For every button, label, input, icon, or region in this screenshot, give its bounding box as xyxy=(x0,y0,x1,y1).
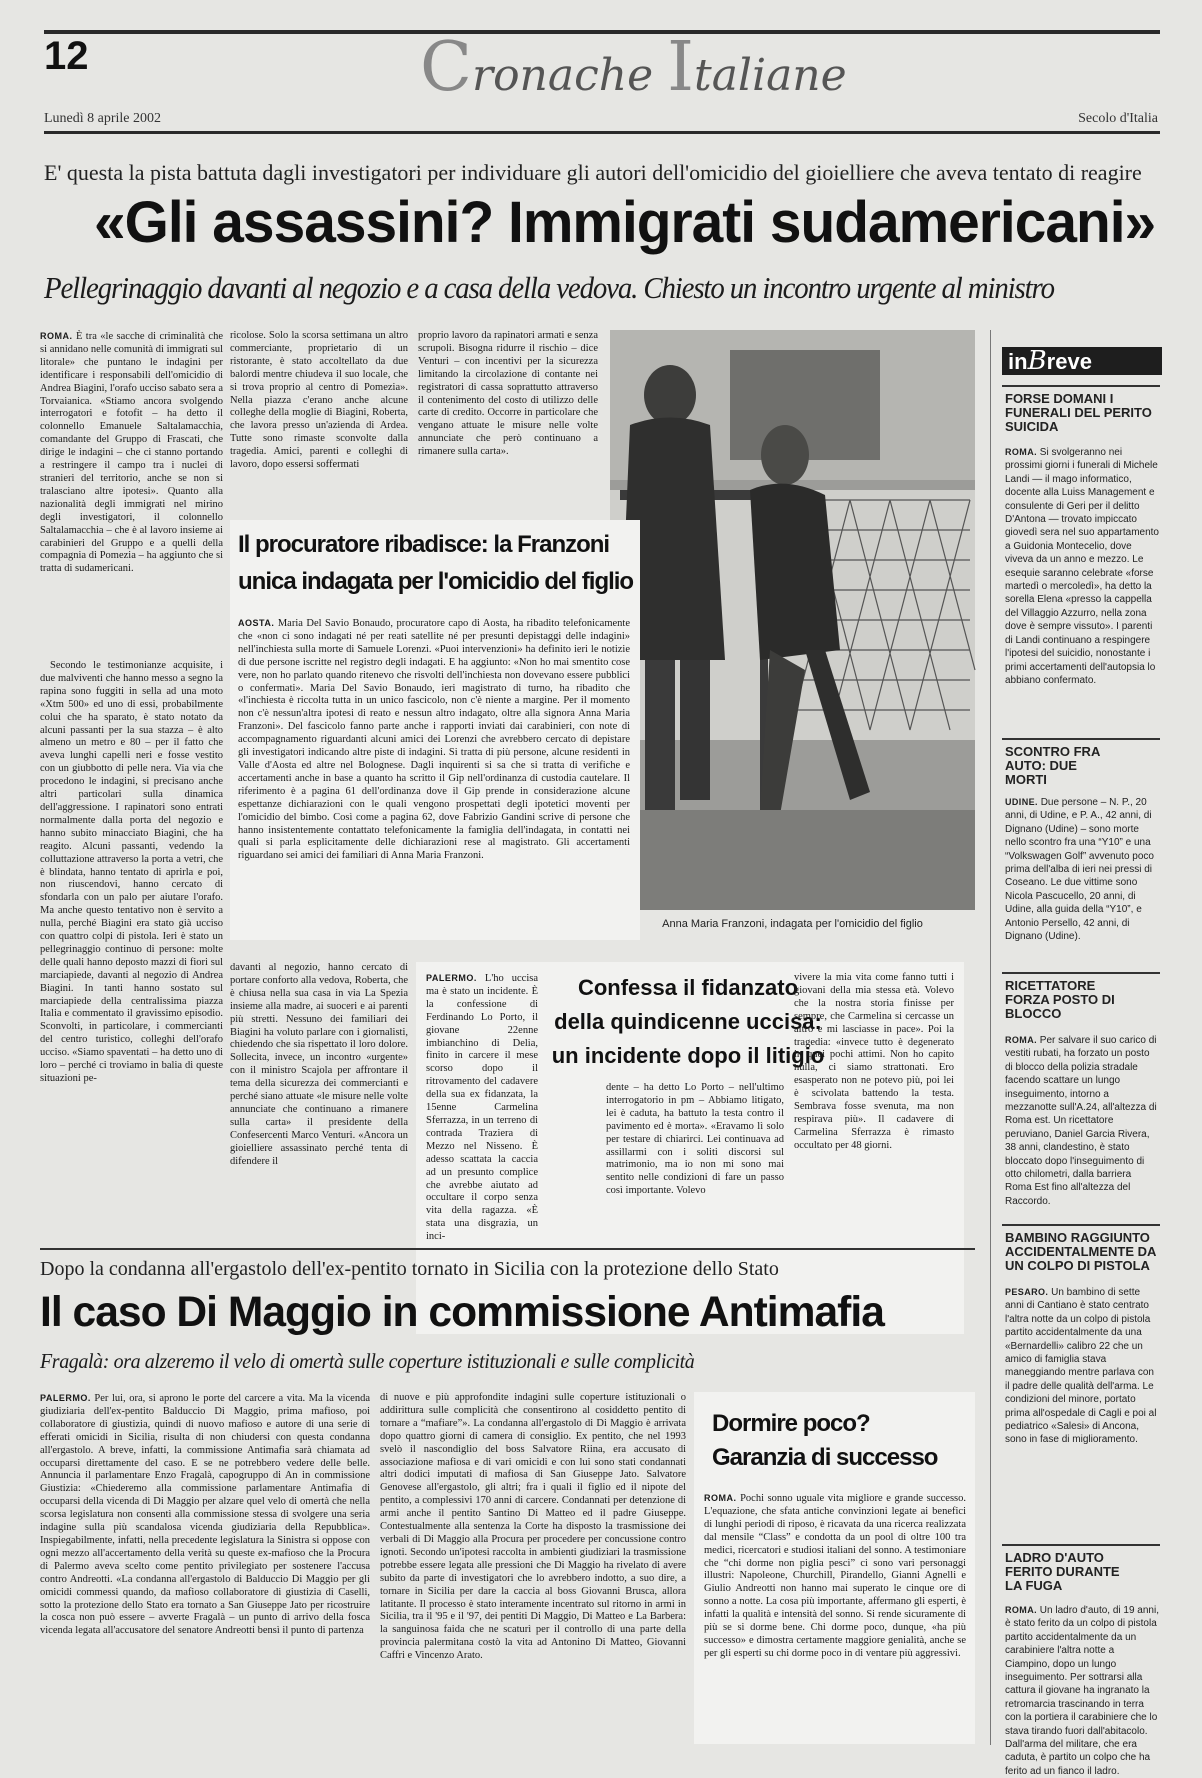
sidebar-brand xyxy=(1002,347,1162,375)
franzoni-headline-1: Il procuratore ribadisce: la Franzoni xyxy=(238,531,610,558)
sidebar-item-text-2: Per salvare il suo carico di vestiti rubati, ha forzato un posto di blocco della polizia stradale facendo scattare un lungo inseguimento, intorno a mezzanotte sull'A.24, all'altezza di Roma est. Un ricettatore peruviano, Daniel Garcia Rivera, 38 anni, clandestino, è stato bloccato dopo l'inseguimento di otto chilometri, dalla barriera Roma Est fino all'altezza del Raccordo. xyxy=(1005,1035,1157,1207)
top-rule xyxy=(44,30,1160,34)
sidebar-item-body-0 xyxy=(1005,446,1160,736)
sidebar-item-text-1: Due persone – N. P., 20 anni, di Udine, e P. A., 42 anni, di Dignano (Udine) – sono morte nello scontro fra una “Y10” e una “Volkswagen Golf” avvenuto poco prima dell'alba di ieri nei pressi di Coseano. Le due vittime sono Nicola Pascucello, 20 anni, di Udine, alla guida della “Y10”, e Antonio Persello, 42 anni, di Dignano (Udine). xyxy=(1005,797,1154,943)
franzoni-photo xyxy=(610,330,975,910)
bottom-article-col1 xyxy=(40,1392,370,1744)
sidebar-item-dateline-2: ROMA. xyxy=(1005,1035,1037,1045)
brand-suffix: reve xyxy=(1046,349,1092,374)
bottom-dateline: PALERMO. xyxy=(40,1393,91,1403)
photo-illustration xyxy=(610,330,975,910)
top-article-col2-upper xyxy=(230,330,408,510)
sidebar-item-body-1 xyxy=(1005,796,1160,970)
sidebar-item-dateline-4: ROMA. xyxy=(1005,1605,1037,1615)
franzoni-body xyxy=(238,617,630,922)
dormire-body-text: Pochi sonno uguale vita migliore e grande successo. L'equazione, che sfata antiche convinzioni legate ai benefici di lunghi periodi di riposo, è ricavata da una ricerca realizzata dal mensile “Class” e condotta da un pool di oltre 100 tra medici, ricercatori e studiosi italiani del sonno. A testimoniare che “chi dorme non piglia pesci” ci sono vari personaggi illustri: Napoleone, Churchill, Pirandello, Gianni Agnelli e Giulio Andreotti non hanno mai superato le cinque ore di sonno a notte. La cosa più importante, affermano gli esperti, è infatti la qualità e intensità del sonno. Si rende sicuramente di più se si dorme bene. Chi dorme poco, dunque, «ha più successo» e dimostra certamente maggiore genialità, anche se per gli esperti su chi dorme poco in di ventare più aggressivi. xyxy=(704,1493,967,1659)
sidebar-item-dateline-0: ROMA. xyxy=(1005,447,1037,457)
sidebar-item-text-3: Un bambino di sette anni di Cantiano è stato centrato l'altra notte da un colpo di pistola partito accidentalmente da una «Bernardelli» calibro 22 che un amico di famiglia stava maneggiando mentre parlava con il padre delle qualità dell'arma. Le condizioni del minore, portato prima all'ospedale di Cagli e poi al pediatrico «Salesi» di Ancona, sono in fase di miglioramento. xyxy=(1005,1287,1157,1446)
top-col2-upper-text: ricolose. Solo la scorsa settimana un altro commerciante, proprietario di un ristorante, è stato accoltellato da due balordi mentre chiudeva il suo locale, che si trova proprio al centro di Pomezia». Nella piazza c'erano anche alcune colleghe della moglie di Biagini, Roberta, che lavora presso un'azienda di Ardea. Tutte sono rimaste sconvolte dalla tragedia. Amici, parenti e colleghi di lavoro, dopo essersi soffermati xyxy=(230,330,408,471)
section-title-cap-2: I xyxy=(667,28,695,107)
fidanzato-col3-text: vivere la mia vita come fanno tutti i giovani della mia stessa età. Volevo che la nostra storia finisse per sempre, che Carmelina si cercasse un altro e mi lasciasse in pace». Poi la tragedia: «invece tutto è degenerato in quei pochi attimi. Non ho capito nulla, ci siamo strattonati. Ero esasperato non ne potevo più, poi lei è scivolata battendo la testa. Sembrava fosse svenuta, ma non respirava più». Il cadavere di Carmelina Sferrazza è rimasto occultato per 48 giorni. xyxy=(794,972,954,1151)
sidebar-item-text-0: Si svolgeranno nei prossimi giorni i funerali di Michele Landi — il mago informatico, docente alla Luiss Management e consulente di Geri per il delitto D'Antona — trovato impiccato giovedì sera nel suo appartamento a Guidonia Montecelio, dove viveva da un anno e mezzo. Le esequie saranno celebrate «forse martedì o mercoledì», ha detto la sorella Elena «presso la cappella del Villaggio Azzurro, nella zona dove è sempre vissuto». I parenti di Landi continuano a respingere l'ipotesi del suicidio, nonostante i primi accertamenti dell'autopsia lo abbiano confermato. xyxy=(1005,447,1159,686)
top-subhead: Pellegrinaggio davanti al negozio e a casa della vedova. Chiesto un incontro urgente al ministro xyxy=(44,270,1054,305)
bottom-col2-text: di nuove e più approfondite indagini sulle coperture istituzionali o addirittura sulle complicità che consentirono al cosiddetto pentito di tornare a “mafiare”». La condanna all'ergastolo di Di Maggio è arrivata dopo quattro giorni di camera di consiglio. Ex pentito, che nel 1993 svelò il nascondiglio del boss Salvatore Riina, era accusato di associazione mafiosa e di vari omicidi e con lui sono stati condannati altri dodici imputati di mafiosa di San Giuseppe Jato. Salvatore Genovese all'ergastolo, gli altri; fra i quali il figlio ed il nipote del pentito, a complessivi 170 anni di carcere. Condannati per detenzione di armi anche il pentito Santino Di Matteo ed il padre Giuseppe. Contestualmente alla sentenza la Corte ha disposto la trasmissione dei verbali di Di Maggio alla Procura per procedere per concussione contro ignoti. Secondo un'ipotesi raccolta in ambienti giudiziari la trasmissione potrebbe essere legata alle pressioni che Di Maggio ha rivelato di avere subito da parte di investigatori che lo avrebbero indotto, a suo dire, a tornare in Sicilia per dare la caccia al boss Giovanni Brusca, allora latitante. Il processo è stato interamente incentrato sul ritorno in armi in Sicilia, tra il '95 e il '97, dei pentiti Di Maggio, Di Matteo e La Barbera: la sanguinosa faida che ne scaturì per il controllo di una parte della provincia palermitana costò la vita ad Antonino Di Matteo, Giovanni Caffri e Vincenzo Arato. xyxy=(380,1392,686,1662)
sidebar-rule-1 xyxy=(1002,738,1160,740)
bottom-kicker: Dopo la condanna all'ergastolo dell'ex-pentito tornato in Sicilia con la protezione dello Stato xyxy=(40,1258,779,1280)
sidebar-rule-3 xyxy=(1002,1224,1160,1226)
sidebar-separator xyxy=(990,330,991,1745)
section-title-word-2: taliane xyxy=(694,50,847,101)
bottom-headline: Il caso Di Maggio in commissione Antimafia xyxy=(40,1288,884,1336)
sidebar-item-title-4: LADRO D'AUTO FERITO DURANTE LA FUGA xyxy=(1005,1550,1120,1593)
page-number: 12 xyxy=(44,34,89,78)
brand-cap: B xyxy=(1027,346,1047,376)
franzoni-body-text: Maria Del Savio Bonaudo, procuratore capo di Aosta, ha ribadito telefonicamente che «non ci sono indagati né per reati satellite né per presunti depistaggi delle indagini» nell'inchiesta sulla morte di Samuele Lorenzi. «Puoi intervenzioni» ha definito ieri le notizie di due persone iscritte nel registro degli indagati. E ha aggiunto: «Non ho mai smentito cose vere, non ho parlato quando ritenevo che risvolti dell'inchiesta non dovevano essere pubblici o confermati». Maria Del Savio Bonaudo, ieri magistrato di turno, ha ribadito che «l'inchiesta è riccolta tutta in un unico fascicolo, non c'è niente a margine. Per il momento non c'è nessun'altra ipotesi di reato e nessun altro indagato, oltre alla signora Anna Maria Franzoni». Del fascicolo fanno parte anche i rapporti inviati dai carabinieri, con note di accompagnamento riguardanti alcuni amici dei Lorenzi che avrebbero cercato di depistare gli investigatori indicando altre piste di indagini. Si tratta di più persone, alcune residenti in Valle d'Aosta ed altre nel Bolognese. Dagli inquirenti si sa che si tratta di verifiche e accertamenti anche in base a quanto ha scritto il Gip nell'ordinanza di custodia cautelare. Il riferimento è a pagina 61 dell'ordinanza dove il Gip prende in considerazione alcune espettanze dichiarazioni con le quali vengono prospettati degli ipotetici moventi per l'omicidio del bimbo. Così come a pagina 62, dove Fabrizio Gandini scrive di persone che hanno insistentemente contattato telefonicamente la famiglia dell'indagata, in contatti nei quali si parla esplicitamente delle dichiarazioni rese al magistrato. Gli accertamenti riguardano sei amici dei familiari di Anna Maria Franzoni. xyxy=(238,618,630,862)
bottom-article-col2 xyxy=(380,1392,686,1744)
section-title-word-1: ronache xyxy=(472,50,668,101)
fidanzato-col2-text: dente – ha detto Lo Porto – nell'ultimo interrogatorio in pm – Abbiamo litigato, lei è caduta, ha battuto la testa contro il pavimento ed è morta». «Eravamo lì solo per testare di chiarirci. Lei continuava ad assillarmi con i soliti discorsi sul matrimonio, ma io non mi sono mai sentito nelle condizioni di fare un passo così importante. Volevo xyxy=(606,1082,784,1197)
sidebar-item-dateline-3: PESARO. xyxy=(1005,1287,1049,1297)
sidebar-item-body-3 xyxy=(1005,1286,1160,1540)
issue-date: Lunedì 8 aprile 2002 xyxy=(44,111,162,126)
fidanzato-headline-1: Confessa il fidanzato xyxy=(577,975,799,1000)
dormire-headline-1: Dormire poco? xyxy=(712,1410,870,1437)
sidebar-rule-2 xyxy=(1002,972,1160,974)
sidebar-item-title-1: SCONTRO FRA AUTO: DUE MORTI xyxy=(1005,744,1100,787)
franzoni-headline-2: unica indagata per l'omicidio del figlio xyxy=(238,568,634,595)
top-dateline: ROMA. xyxy=(40,331,73,341)
sidebar-item-title-0: FORSE DOMANI I FUNERALI DEL PERITO SUICIDA xyxy=(1005,391,1152,434)
sidebar-item-title-2: RICETTATORE FORZA POSTO DI BLOCCO xyxy=(1005,978,1115,1021)
top-col3-upper-text: proprio lavoro da rapinatori armati e senza scrupoli. Bisogna ridurre il rischio – dice Venturi – con incentivi per la sicurezza limitando la circolazione di contante nei registratori di cassa soprattutto attraverso il contenimento del costo di utilizzo delle carte di credito. Occorre in particolare che vengano attuate le misure nelle volte annunciate che però continuano a rimanere sulla carta». xyxy=(418,330,598,458)
fidanzato-dateline: PALERMO. xyxy=(426,973,477,983)
sidebar-item-body-4 xyxy=(1005,1604,1160,1777)
franzoni-dateline: AOSTA. xyxy=(238,618,275,628)
bottom-subhead: Fragalà: ora alzeremo il velo di omertà sulle coperture istituzionali e sulle complicità xyxy=(40,1349,695,1373)
dormire-body xyxy=(704,1492,966,1736)
fidanzato-col1-text: L'ho uccisa ma è stato un incidente. È la confessione di Ferdinando Lo Porto, il giovane 22enne imbianchino di Delia, finito in carcere il mese scorso dopo il ritrovamento del cadavere della sua ex fidanzata, la 15enne Carmelina Sferrazza, in un terreno di contrada Traziera di Mezzo nel Nisseno. È adesso scattata la caccia ad un presunto complice che avrebbe aiutato ad occultare il corpo senza vita della ragazza. «È stata una disgrazia, un inci- xyxy=(426,973,539,1243)
sidebar-item-title-3: BAMBINO RAGGIUNTO ACCIDENTALMENTE DA UN COLPO DI PISTOLA xyxy=(1005,1230,1156,1273)
dormire-dateline: ROMA. xyxy=(704,1493,737,1503)
brand-prefix: in xyxy=(1008,349,1028,374)
section-title xyxy=(420,28,847,108)
sidebar-item-body-2 xyxy=(1005,1034,1160,1222)
top-col1-upper-text: È tra «le sacche di criminalità che si annidano nelle comunità di immigrati sul litorale» che puntano le indagini per identificare i responsabili dell'omicidio di Andrea Biagini, l'orafo ucciso sabato sera a Torvaianica. «Stiamo ancora svolgendo interrogatori e fotofit – ha detto il colonnello Emanuele Saltalamacchia, comandante del Gruppo di Frascati, che dirige le indagini – che ci stanno portando a restringere il campo tra i nuclei di stranieri del territorio, anche se non si tralasciano altre ipotesi». Quanto alla nazionalità degli immigrati nel mirino degli investigatori, il colonnello Saltalamacchia – che è al lavoro insieme ai carabinieri del Gruppo e a quelli della compagnia di Pomezia – ha aggiunto che si tratta di sudamericani. xyxy=(40,331,224,575)
dormire-headline-2: Garanzia di successo xyxy=(712,1444,938,1471)
section-title-cap-1: C xyxy=(420,28,473,107)
bottom-article-rule xyxy=(40,1248,975,1250)
top-article-col1-upper xyxy=(40,330,223,660)
sidebar-rule-0 xyxy=(1002,385,1160,387)
top-kicker: E' questa la pista battuta dagli investigatori per individuare gli autori dell'omicidio del gioielliere che aveva tentato di reagire xyxy=(44,160,1142,185)
bottom-col1-text: Per lui, ora, si aprono le porte del carcere a vita. Ma la vicenda giudiziaria dell'ex-pentito Balduccio Di Maggio, prima mafioso, poi collaboratore di giustizia, quindi di nuovo mafioso e autore di una serie di efferati omicidi in Sicilia, risulta di non chiudersi con questa condanna all'ergastolo. A breve, infatti, la commissione Antimafia sarà chiamata ad occuparsi direttamente del caso. E se ne potrebbero vedere delle belle. Annuncia il parlamentare Enzo Fragalà, capogruppo di An in commissione Giustizia: «Chiederemo alla commissione parlamentare Antimafia di occuparsi della vicenda di Di Maggio per alzare quel velo di omertà che nella scorsa legislatura non consentì alla commissione stessa di svolgere una seria indagine sulla più scandalosa vicenda giudiziaria della Repubblica». Inspiegabilmente, infatti, nella precedente legislatura la Sinistra si oppose con ogni mezzo all'accertamento della verità su queste ex-mafioso che la Procura di Palermo aveva scelto come pentito privilegiato per sostenere l'accusa contro Andreotti. «La condanna all'ergastolo di Balduccio Di Maggio per gli omicidi commessi quando, da mafioso collaboratore di giustizia di Caselli, sotto la protezione dello Stato era tornato a San Giuseppe Jato per ricostruire la cosca non può essere – avverte Fragalà – un punto di arrivo della fosca vicenda legata all'accusatore del senatore Andreotti bensì il punto di partenza xyxy=(40,1393,370,1637)
sidebar-rule-4 xyxy=(1002,1544,1160,1546)
photo-caption: Anna Maria Franzoni, indagata per l'omicidio del figlio xyxy=(662,918,923,930)
top-headline: «Gli assassini? Immigrati sudamericani» xyxy=(94,190,1156,255)
sidebar-item-dateline-1: UDINE. xyxy=(1005,797,1038,807)
top-article-col1-lower xyxy=(40,660,223,1335)
fidanzato-headline-3: un incidente dopo il litigio xyxy=(551,1043,825,1068)
sidebar-item-text-4: Un ladro d'auto, di 19 anni, è stato ferito da un colpo di pistola partito accidentalmente da un carabiniere l'altra notte a Ciampino, dopo un lungo inseguimento. Per sottrarsi alla cattura il giovane ha ingranato la retromarcia trascinando in terra con la portiera il carabiniere che lo stava tirando fuori dall'abitacolo. Dall'arma del militare, che era caduta, è partito un colpo che ha ferito ad un fianco il ladro. xyxy=(1005,1605,1159,1777)
paper-name: Secolo d'Italia xyxy=(1078,111,1158,126)
header-bottom-rule xyxy=(44,131,1160,134)
fidanzato-headline-2: della quindicenne uccisa: xyxy=(554,1009,822,1034)
top-col1-lower-text: Secondo le testimonianze acquisite, i due malviventi che hanno messo a segno la rapina sono fuggiti in sella ad una moto «Xtm 500» ed uno di essi, probabilmente colui che ha sparato, è stato notato da alcuni passanti per la sua stazza – è alto almeno un metro e 80 – per il fatto che aveva lunghi capelli neri e fosse vestito con un giubbotto di pelle nera. Via via che procedono le indagini, si precisano anche altri particolari sulla dinamica dell'aggressione. I rapinatori sono entrati normalmente dalla porta del negozio e hanno subito minacciato Biagini, che ha reagito. Alcuni passanti, vedendo la colluttazione attraverso la porta a vetri, che è blindata, hanno tentato di aprirla e poi, non riuscendovi, hanno cercato di sfondarla con un palo per aiutare l'orafo. Ma anche questo tentativo non è servito a nulla, perché Biagini era stato già ucciso con quattro colpi di pistola. Ieri è stato un pellegrinaggio continuo di persone: molte delle quali hanno deposto mazzi di fiori sul marciapiede, davanti al negozio di Andrea Biagini. In tanti hanno sostato sul marciapiede della centralissima piazza Italia e commentato il gravissimo episodio. Sconvolti, in particolare, i commercianti del centro turistico, colleghi dell'orafo ucciso. «Siamo spaventati – ha detto uno di loro – perché ci troviamo in balia di queste situazioni pe- xyxy=(40,660,223,1084)
top-col2-lower-text: davanti al negozio, hanno cercato di portare conforto alla vedova, Roberta, che è chiusa nella sua casa in via La Spezia insieme alla madre, ai suoceri e ai parenti più stretti. Nessuno dei familiari dei Biagini ha voluto parlare con i giornalisti, chiedendo che sia rispettato il loro dolore. Sollecita, invece, un incontro «urgente» con il ministro Scajola per affrontare il tema della sicurezza dei commercianti e perché siano attuate «le misure nelle volte annunciate che continuano a rimanere sulla carta» il presidente della Confesercenti Marco Venturi. «Ancora un gioielliere assassinato perché tenta di difendere il xyxy=(230,962,408,1167)
top-article-col3-upper xyxy=(418,330,598,510)
